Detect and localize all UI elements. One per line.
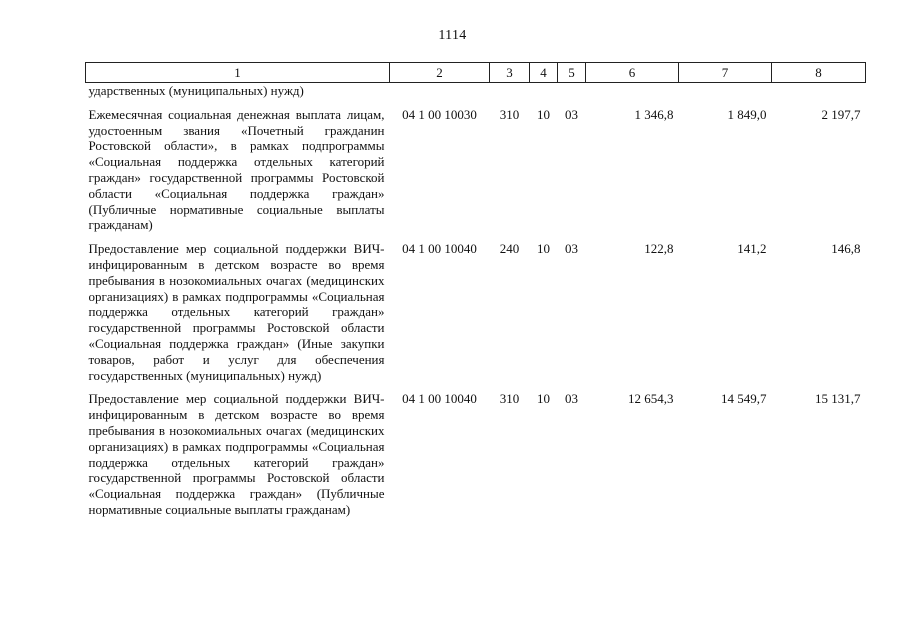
row-description: Предоставление мер социальной поддержки ВИЧ-инфицированным в детском возрасте во время пребывания в нозокомиальных очагах (медицинских организациях) в рамках подпрограммы «Социальная поддержка отдельных категорий граждан» государственной программы Ростовской области «Социальная поддержка граждан» (Публичные нормативные социальные выплаты гражданам) xyxy=(88,391,385,517)
row-value-2: 14 549,7 xyxy=(721,391,767,407)
header-col-6: 6 xyxy=(586,63,679,83)
table-row xyxy=(86,241,866,383)
row-pr-code: 03 xyxy=(565,106,578,122)
row-vr-code: 310 xyxy=(499,106,520,122)
continuation-row xyxy=(86,83,866,99)
row-value-3: 2 197,7 xyxy=(821,106,861,122)
table-header xyxy=(86,63,866,83)
row-value-1: 122,8 xyxy=(644,241,674,257)
header-row xyxy=(86,63,866,83)
row-csr-code: 04 1 00 10040 xyxy=(402,241,477,257)
row-csr-code: 04 1 00 10030 xyxy=(402,106,477,122)
row-value-2: 141,2 xyxy=(737,241,767,257)
header-col-7: 7 xyxy=(679,63,772,83)
row-rz-code: 10 xyxy=(537,106,550,122)
row-pr-code: 03 xyxy=(565,391,578,407)
row-vr-code: 310 xyxy=(499,391,520,407)
table-body xyxy=(86,83,866,518)
row-description: Предоставление мер социальной поддержки ВИЧ-инфицированным в детском возрасте во время пребывания в нозокомиальных очагах (медицинских организациях) в рамках подпрограммы «Социальная поддержка отдельных категорий граждан» государственной программы Ростовской области «Социальная поддержка граждан» (Иные закупки товаров, работ и услуг для обеспечения государственных (муниципальных) нужд) xyxy=(88,241,385,383)
row-rz-code: 10 xyxy=(537,391,550,407)
header-col-3: 3 xyxy=(490,63,530,83)
row-csr-code: 04 1 00 10040 xyxy=(402,391,477,407)
table-row xyxy=(86,107,866,233)
row-value-2: 1 849,0 xyxy=(727,106,767,122)
row-pr-code: 03 xyxy=(565,241,578,257)
table-row xyxy=(86,391,866,517)
budget-table xyxy=(85,62,866,518)
row-value-1: 12 654,3 xyxy=(628,391,674,407)
header-col-1: 1 xyxy=(86,63,390,83)
row-value-1: 1 346,8 xyxy=(634,106,674,122)
row-description: Ежемесячная социальная денежная выплата лицам, удостоенным звания «Почетный гражданин Ростовской области», в рамках подпрограммы «Социальная поддержка отдельных категорий граждан» государственной программы Ростовской области «Социальная поддержка граждан» (Публичные нормативные социальные выплаты гражданам) xyxy=(88,106,385,233)
page-number: 1114 xyxy=(438,28,467,43)
row-value-3: 15 131,7 xyxy=(815,391,861,407)
row-vr-code: 240 xyxy=(499,241,520,257)
row-value-3: 146,8 xyxy=(831,241,861,257)
row-rz-code: 10 xyxy=(537,241,550,257)
header-col-4: 4 xyxy=(530,63,558,83)
continuation-text: ударственных (муниципальных) нужд) xyxy=(88,83,304,98)
header-col-5: 5 xyxy=(558,63,586,83)
header-col-8: 8 xyxy=(772,63,866,83)
header-col-2: 2 xyxy=(390,63,490,83)
